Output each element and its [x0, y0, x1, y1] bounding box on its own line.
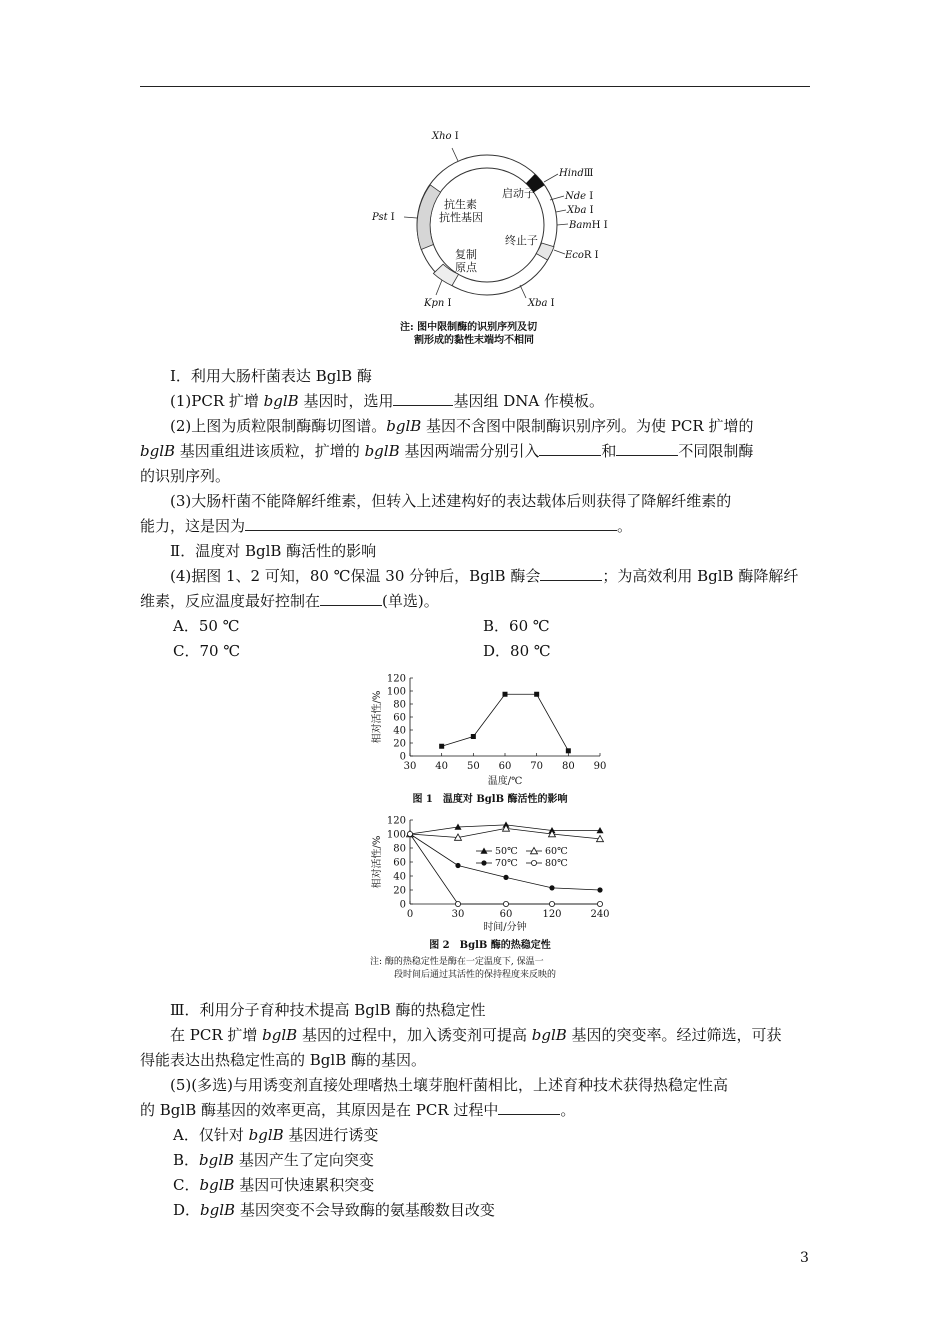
terminator-segment — [536, 243, 554, 260]
kpn-site-tick — [436, 280, 442, 295]
fig1-x-axis-label: 温度/℃ — [487, 776, 523, 787]
fig2-data-point — [455, 863, 460, 868]
fig2-data-point — [407, 831, 412, 836]
site-xho: Xho Ⅰ — [432, 131, 459, 142]
fig2-y-tick-label: 80 — [393, 843, 406, 855]
question-3-line-2: 能力，这是因为 。 — [140, 517, 633, 535]
question-1: (1)PCR 扩增 bglB 基因时，选用 基因组 DNA 作模板。 — [170, 392, 604, 410]
label-promoter: 启动子 — [502, 187, 535, 200]
label-resistance-2: 抗性基因 — [439, 211, 483, 224]
xho-site-tick — [452, 148, 458, 161]
fig2-legend-label: 80℃ — [545, 858, 568, 869]
fig1-x-tick-label: 50 — [466, 761, 480, 772]
question-5-line-2: 的 BglB 酶基因的效率更高，其原因是在 PCR 过程中 。 — [140, 1101, 576, 1119]
answer-blank-3[interactable] — [245, 516, 617, 531]
site-xba-2: Xba Ⅰ — [528, 298, 555, 309]
fig2-x-axis-label: 时间/分钟 — [483, 922, 527, 933]
label-origin-1: 复制 — [455, 248, 477, 261]
fig1-y-tick-label: 0 — [399, 751, 406, 763]
fig2-note-2: 段时间后通过其活性的保持程度来反映的 — [394, 970, 557, 980]
fig2-x-tick-label: 0 — [406, 909, 414, 920]
fig2-x-tick-label: 240 — [590, 909, 610, 920]
fig1-data-point — [439, 744, 444, 749]
answer-blank-4a[interactable] — [540, 566, 602, 581]
question-4-option-d[interactable]: D．80 ℃ — [483, 642, 551, 660]
site-nde: Nde Ⅰ — [565, 191, 594, 202]
paragraph-3-line-1: 在 PCR 扩增 bglB 基因的过程中，加入诱变剂可提高 bglB 基因的突变率。经过筛选，可获 — [170, 1026, 782, 1044]
label-origin-2: 原点 — [455, 261, 477, 274]
fig1-title: 图 1 温度对 BglB 酶活性的影响 — [412, 794, 568, 805]
hind-site-tick — [544, 174, 558, 182]
site-xba-1: Xba Ⅰ — [567, 205, 594, 216]
fig1-y-tick-label: 20 — [393, 738, 406, 750]
fig1-data-point — [471, 734, 476, 739]
fig2-legend-marker — [481, 860, 486, 865]
fig1-x-tick-label: 30 — [403, 761, 417, 772]
fig1-y-axis-label: 相对活性/% — [372, 690, 383, 744]
site-hind: HindⅢ — [559, 168, 594, 179]
pst-site-tick — [404, 217, 417, 218]
fig1-y-tick-label: 80 — [393, 699, 406, 711]
fig2-legend-label: 70℃ — [495, 858, 518, 869]
answer-blank-4b[interactable] — [320, 591, 382, 606]
question-5-option-a[interactable]: A．仅针对 bglB 基因进行诱变 — [173, 1126, 379, 1144]
fig2-data-point — [597, 887, 602, 892]
fig2-data-point — [503, 875, 508, 880]
question-2-line-2: bglB 基因重组进该质粒，扩增的 bglB 基因两端需分别引入 和 不同限制酶 — [140, 442, 754, 460]
fig2-note-1: 注: 酶的热稳定性是酶在一定温度下, 保温一 — [370, 957, 544, 967]
fig2-x-tick-label: 120 — [542, 909, 562, 920]
fig2-y-tick-label: 0 — [399, 899, 406, 911]
site-kpn: Kpn Ⅰ — [424, 298, 452, 309]
fig2-y-tick-label: 40 — [393, 871, 406, 883]
answer-blank-2a[interactable] — [539, 441, 601, 456]
question-2-line-1: (2)上图为质粒限制酶酶切图谱。bglB 基因不含图中限制酶识别序列。为使 PCR 扩增的 — [170, 417, 754, 435]
question-5-line-1: (5)(多选)与用诱变剂直接处理嗜热土壤芽胞杆菌相比，上述育种技术获得热稳定性高 — [170, 1076, 728, 1094]
plasmid-inner-ring — [430, 168, 544, 282]
page-number: 3 — [800, 1250, 809, 1266]
question-3-line-1: (3)大肠杆菌不能降解纤维素，但转入上述建构好的表达载体后则获得了降解纤维素的 — [170, 492, 732, 510]
fig1-series-line — [442, 694, 569, 751]
question-5-option-c[interactable]: C．bglB 基因可快速累积突变 — [173, 1176, 375, 1194]
eco-site-tick — [554, 250, 565, 254]
fig1-data-point — [566, 748, 571, 753]
header-rule — [140, 86, 810, 87]
figure-2-chart — [360, 814, 620, 990]
section-3-heading: Ⅲ．利用分子育种技术提高 BglB 酶的热稳定性 — [170, 1001, 486, 1019]
question-4-line-1: (4)据图 1、2 可知，80 ℃保温 30 分钟后，BglB 酶会 ；为高效利用 BglB 酶降解纤 — [170, 567, 799, 585]
question-5-option-d[interactable]: D．bglB 基因突变不会导致酶的氨基酸数目改变 — [173, 1201, 495, 1219]
fig1-y-tick-label: 60 — [393, 712, 406, 724]
fig2-legend-label: 50℃ — [495, 846, 518, 857]
answer-blank-5[interactable] — [498, 1100, 560, 1115]
fig2-series-line-3 — [410, 834, 600, 904]
question-4-option-c[interactable]: C．70 ℃ — [173, 642, 241, 660]
fig2-x-tick-label: 60 — [499, 909, 513, 920]
section-2-heading: Ⅱ．温度对 BglB 酶活性的影响 — [170, 542, 377, 560]
question-4-option-a[interactable]: A．50 ℃ — [173, 617, 240, 635]
fig1-x-tick-label: 90 — [593, 761, 607, 772]
question-4-option-b[interactable]: B．60 ℃ — [483, 617, 550, 635]
fig2-data-point — [549, 885, 554, 890]
fig2-data-point — [503, 901, 508, 906]
resistance-gene-segment — [417, 185, 441, 250]
fig2-y-tick-label: 20 — [393, 885, 406, 897]
fig2-y-tick-label: 100 — [386, 829, 406, 841]
bam-site-tick — [557, 224, 568, 225]
site-bam: BamH Ⅰ — [569, 220, 608, 231]
fig2-x-tick-label: 30 — [451, 909, 465, 920]
plasmid-map — [360, 120, 620, 350]
fig2-y-tick-label: 120 — [386, 815, 406, 827]
question-5-option-b[interactable]: B．bglB 基因产生了定向突变 — [173, 1151, 374, 1169]
fig2-y-axis-label: 相对活性/% — [372, 835, 383, 889]
answer-blank-2b[interactable] — [616, 441, 678, 456]
xba-site-tick-2 — [520, 285, 526, 298]
section-1-heading: Ⅰ．利用大肠杆菌表达 BglB 酶 — [170, 367, 372, 385]
fig1-data-point — [503, 692, 508, 697]
fig2-legend-marker — [531, 860, 536, 865]
fig1-y-tick-label: 40 — [393, 725, 406, 737]
fig1-x-tick-label: 60 — [498, 761, 512, 772]
answer-blank-1[interactable] — [393, 391, 453, 406]
fig1-data-point — [534, 692, 539, 697]
plasmid-note-1: 注: 图中限制酶的识别序列及切 — [400, 322, 538, 333]
fig2-y-tick-label: 60 — [393, 857, 406, 869]
paragraph-3-line-2: 得能表达出热稳定性高的 BglB 酶的基因。 — [140, 1051, 426, 1069]
site-eco: EcoR Ⅰ — [565, 250, 599, 261]
xba-site-tick-1 — [556, 210, 566, 212]
site-pst: Pst Ⅰ — [372, 212, 395, 223]
fig1-y-tick-label: 120 — [386, 673, 406, 685]
fig2-data-point — [597, 901, 602, 906]
fig2-legend-label: 60℃ — [545, 846, 568, 857]
figure-1-chart — [360, 668, 620, 808]
fig2-title: 图 2 BglB 酶的热稳定性 — [429, 940, 551, 951]
label-terminator: 终止子 — [505, 234, 538, 247]
fig1-x-tick-label: 80 — [561, 761, 575, 772]
plasmid-note-2: 割形成的黏性末端均不相同 — [414, 335, 534, 346]
fig2-data-point — [549, 901, 554, 906]
question-4-line-2: 维素，反应温度最好控制在 (单选)。 — [140, 592, 439, 610]
label-resistance-1: 抗生素 — [444, 198, 477, 211]
fig1-x-tick-label: 40 — [435, 761, 449, 772]
fig2-data-point — [455, 901, 460, 906]
question-2-line-3: 的识别序列。 — [140, 467, 231, 485]
fig1-x-tick-label: 70 — [530, 761, 544, 772]
fig1-y-tick-label: 100 — [386, 686, 406, 698]
